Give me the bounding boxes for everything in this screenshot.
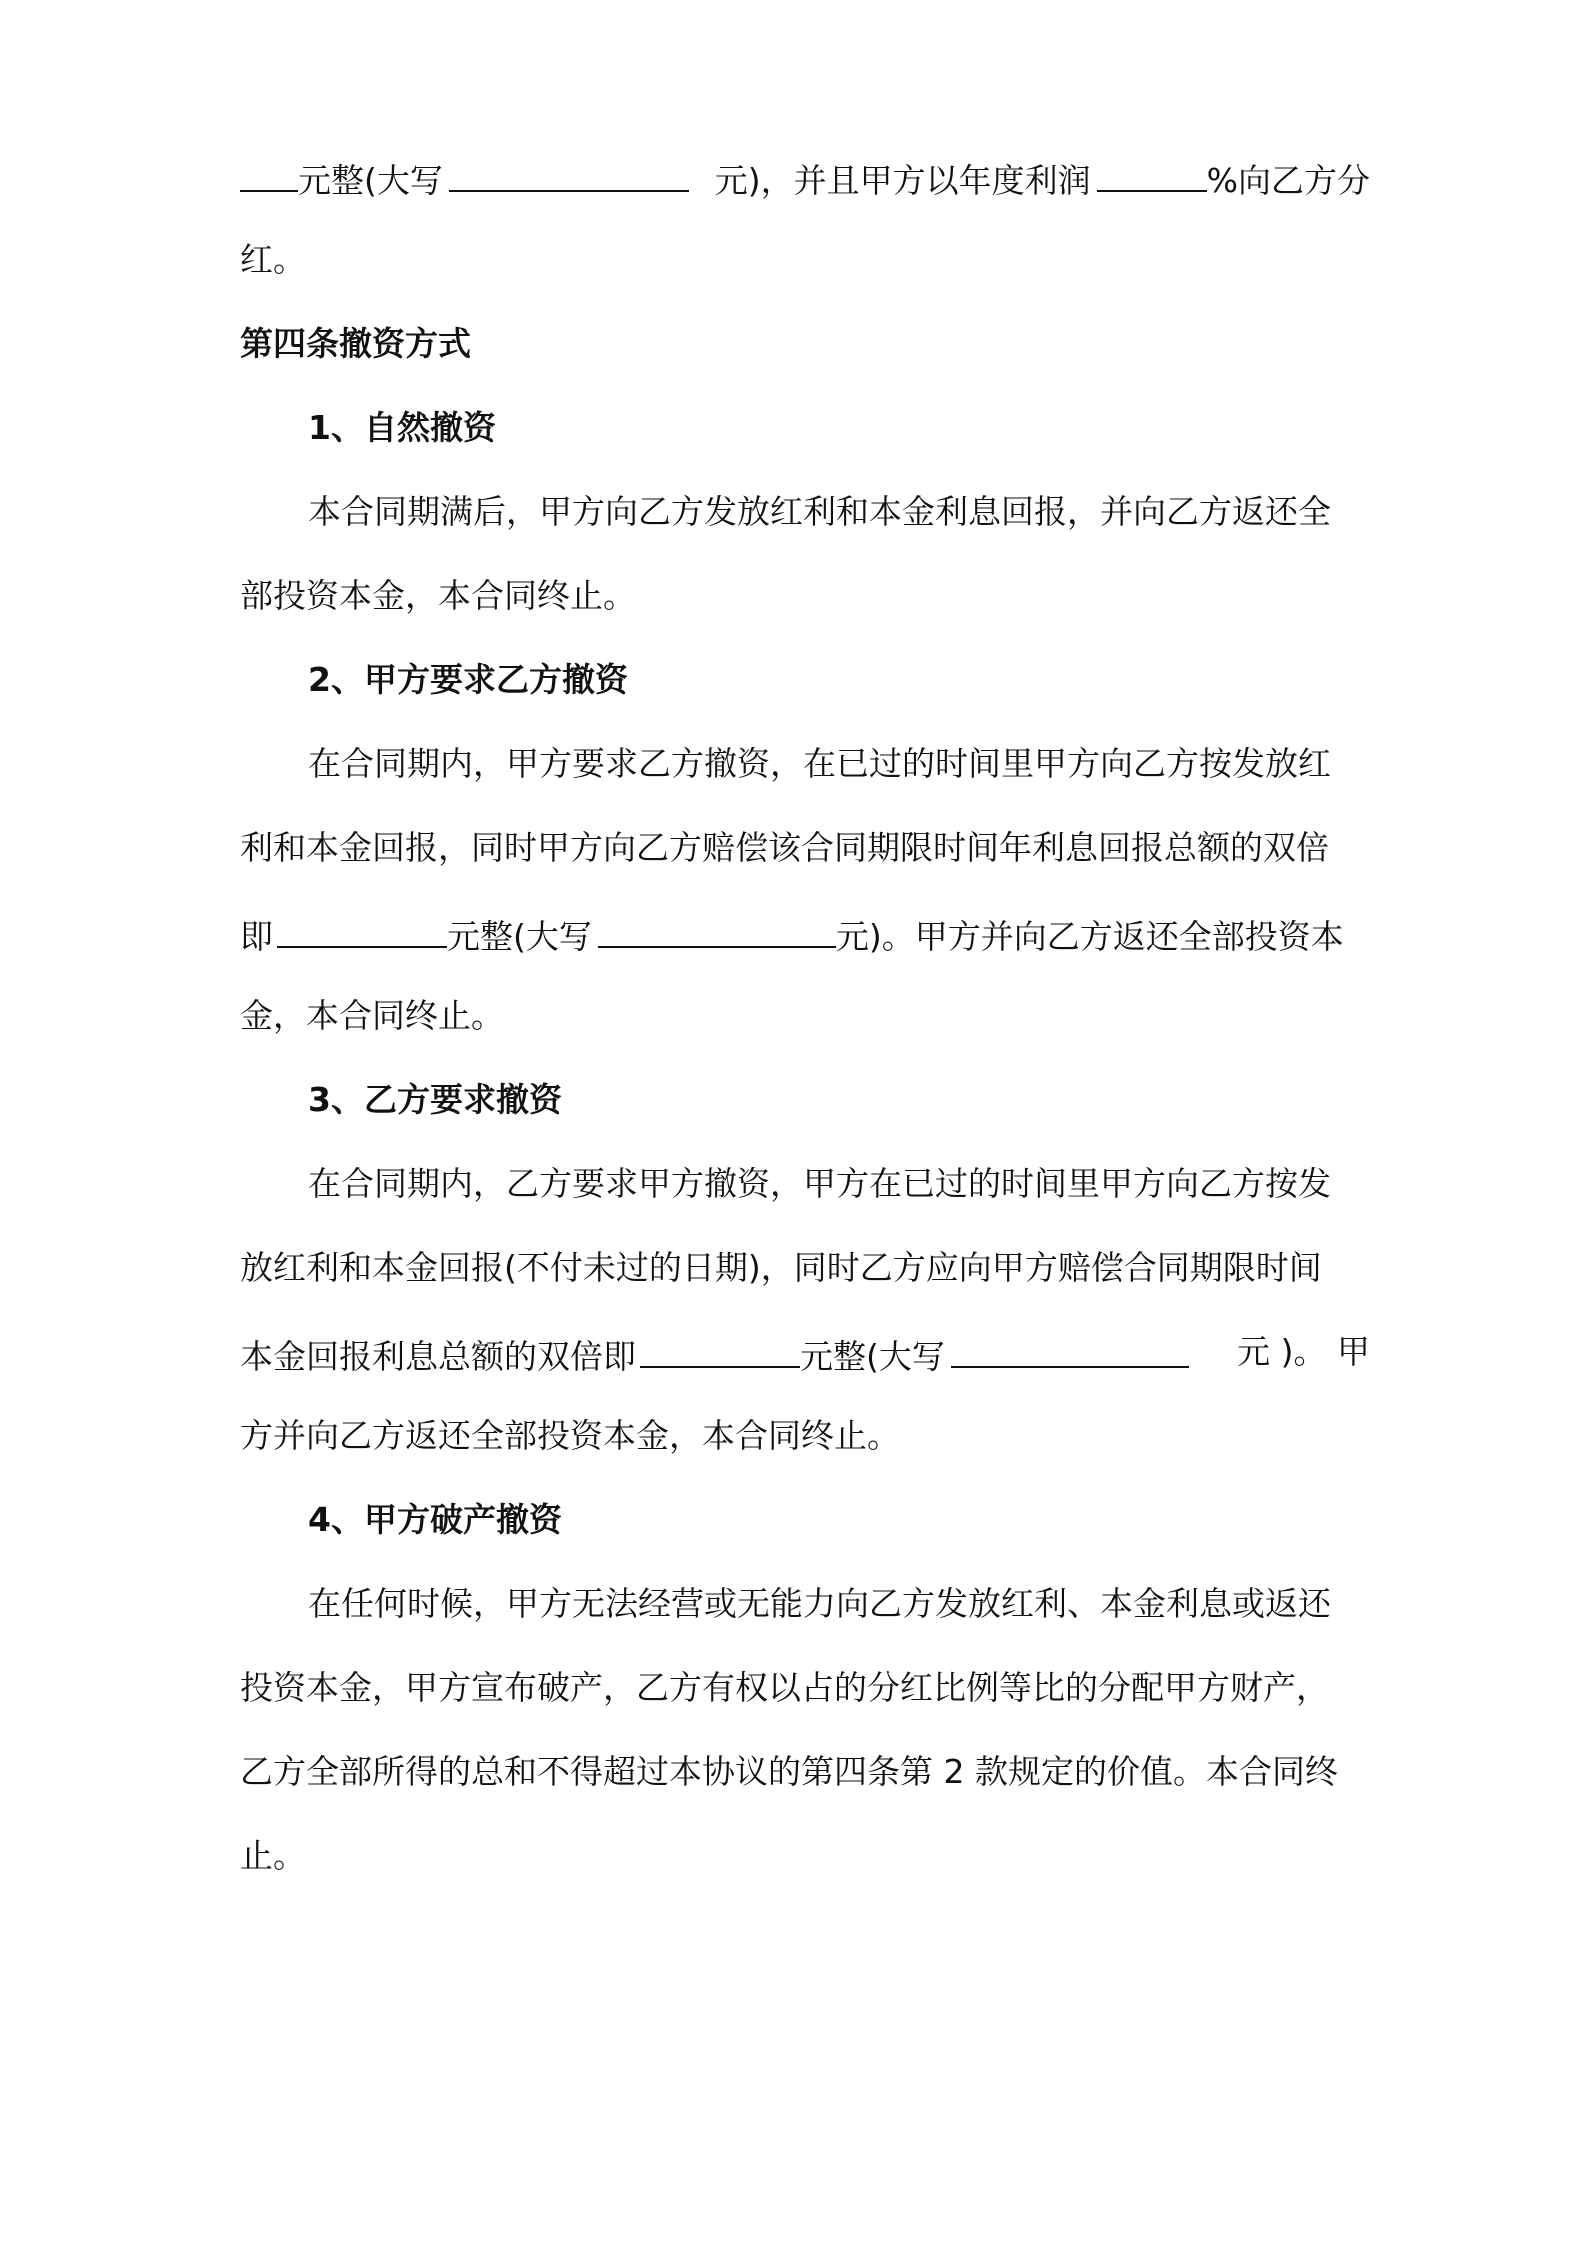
section-2-line-2: 利和本金回报，同时甲方向乙方赔偿该合同期限时间年利息回报总额的双倍 xyxy=(240,828,1329,867)
article-4-title: 第四条撤资方式 xyxy=(240,324,471,363)
section-4-line-4: 止。 xyxy=(240,1836,306,1875)
compensation-blank xyxy=(277,910,447,948)
intro-line-1 xyxy=(240,154,1370,203)
text-return-capital: 元)。甲方并向乙方返还全部投资本 xyxy=(835,917,1344,956)
text-percent: %向乙方分 xyxy=(1206,161,1370,200)
section-2-line-1: 在合同期内，甲方要求乙方撤资，在已过的时间里甲方向乙方按发放红 xyxy=(308,744,1331,783)
text-yuan-daxie-2: 元整(大写 xyxy=(447,917,592,956)
section-3-line-1: 在合同期内，乙方要求甲方撤资，甲方在已过的时间里甲方向乙方按发 xyxy=(308,1164,1331,1203)
section-4-line-2: 投资本金，甲方宣布破产，乙方有权以占的分红比例等比的分配甲方财产， xyxy=(240,1668,1329,1707)
double-daxie-blank xyxy=(951,1330,1189,1368)
amount-blank xyxy=(240,154,298,192)
intro-line-2: 红。 xyxy=(240,240,306,279)
section-4-title: 4、甲方破产撤资 xyxy=(308,1500,562,1539)
text-double: 本金回报利息总额的双倍即 xyxy=(240,1337,636,1376)
section-3-line-4: 方并向乙方返还全部投资本金，本合同终止。 xyxy=(240,1416,900,1455)
text-ji: 即 xyxy=(240,917,273,956)
amount-daxie-blank xyxy=(449,154,689,192)
section-2-line-4: 金，本合同终止。 xyxy=(240,996,504,1035)
section-4-line-1: 在任何时候，甲方无法经营或无能力向乙方发放红利、本金利息或返还 xyxy=(308,1584,1331,1623)
section-2-title: 2、甲方要求乙方撤资 xyxy=(308,660,628,699)
text-yuan-daxie-3: 元整(大写 xyxy=(800,1337,945,1376)
section-1-line-1: 本合同期满后，甲方向乙方发放红利和本金利息回报，并向乙方返还全 xyxy=(308,492,1331,531)
compensation-daxie-blank xyxy=(598,910,836,948)
section-3-title: 3、乙方要求撤资 xyxy=(308,1080,562,1119)
percent-blank xyxy=(1097,154,1207,192)
text-profit: 元)，并且甲方以年度利润 xyxy=(714,161,1091,200)
section-3-line-3 xyxy=(240,1330,1370,1379)
section-3-line-2: 放红利和本金回报(不付未过的日期)，同时乙方应向甲方赔偿合同期限时间 xyxy=(240,1248,1322,1287)
section-1-title: 1、自然撤资 xyxy=(308,408,496,447)
double-blank xyxy=(640,1330,800,1368)
text-yuan-jia: 元 )。 甲 xyxy=(1237,1332,1370,1371)
section-1-line-2: 部投资本金，本合同终止。 xyxy=(240,576,636,615)
section-2-line-3 xyxy=(240,910,1344,959)
text-yuan-daxie: 元整(大写 xyxy=(298,161,443,200)
section-4-line-3: 乙方全部所得的总和不得超过本协议的第四条第 2 款规定的价值。本合同终 xyxy=(240,1752,1338,1791)
